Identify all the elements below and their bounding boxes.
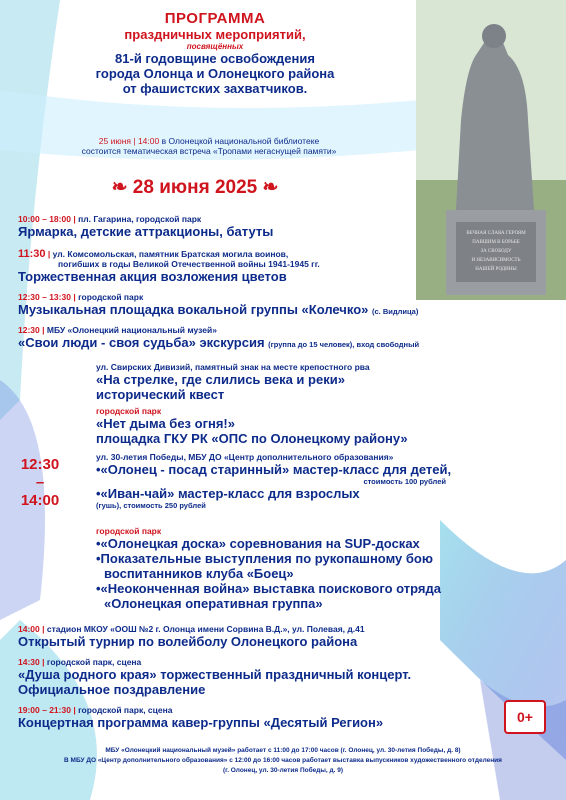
event-place: стадион МКОУ «ООШ №2 г. Олонца имени Сорвина В.Д.», ул. Полевая, д.41 (46, 624, 365, 634)
event-title-5: «Олонецкая оперативная группа» (104, 596, 323, 611)
block-time (18, 456, 62, 510)
footer-line-2: В МБУ ДО «Центр дополнительного образования» с 12:00 до 16:00 часов работает выставка выпускников художественного отделения (64, 757, 502, 764)
event-title-3: воспитанников клуба «Боец» (104, 566, 294, 581)
event-time: 12:30 (18, 325, 40, 335)
program-subtitle: праздничных мероприятий, (124, 27, 306, 42)
event-place: ул. Свирских Дивизий, памятный знак на месте крепостного рва (96, 362, 370, 372)
intro-time: 14:00 (137, 136, 160, 146)
block-event-3 (96, 452, 536, 510)
monument-text-2: ПАВШИМ В БОРЬБЕ (472, 240, 520, 245)
event-time: 12:30 – 13:30 (18, 292, 71, 302)
program-header (70, 10, 360, 96)
intro-note: 25 июня | 14:00 в Олонецкой национальной библиотеке состоится тематическая встреча «Тропами негаснущей памяти» (10, 136, 408, 156)
event-title: Музыкальная площадка вокальной группы «Колечко» (18, 302, 369, 317)
event-item: 10:00 – 18:00 | пл. Гагарина, городской парк Ярмарка, детские аттракционы, батуты (18, 214, 538, 239)
event-time: 14:30 (18, 657, 40, 667)
event-place: пл. Гагарина, городской парк (78, 214, 202, 224)
event-note: (группа до 15 человек), вход свободный (268, 340, 420, 349)
event-item: 14:30 | городской парк, сцена «Душа родного края» торжественный праздничный концерт. Официальное поздравление (18, 657, 538, 697)
event-item: 12:30 – 13:30 | городской парк Музыкальная площадка вокальной группы «Колечко» (с. Видлица) (18, 292, 419, 317)
event-note: (с. Видлица) (371, 307, 419, 316)
main-date (80, 176, 310, 199)
event-title: «Душа родного края» торжественный праздничный концерт. (18, 667, 412, 682)
monument-text-5: НАШЕЙ РОДИНЫ (475, 267, 517, 272)
monument-text-3: ЗА СВОБОДУ (480, 249, 512, 254)
event-place: городской парк (78, 292, 144, 302)
event-title-2: Официальное поздравление (18, 682, 206, 697)
event-time: 11:30 (18, 248, 46, 260)
event-title: •«Олонецкая доска» соревнования на SUP-досках (96, 536, 420, 551)
footer-line-3: (г. Олонец, ул. 30-летия Победы, д. 9) (222, 767, 344, 774)
event-item: 12:30 | МБУ «Олонецкий национальный музей» «Свои люди - своя судьба» экскурсия (группа до 15 человек), вход свободный (18, 325, 420, 350)
event-time: 10:00 – 18:00 (18, 214, 71, 224)
block-event-4 (96, 526, 536, 611)
block-event-1 (96, 362, 536, 402)
main-date-text: 28 июня 2025 (132, 177, 258, 198)
event-place: ул. Комсомольская, памятник Братская могила воинов, (52, 249, 289, 259)
monument-text-1: ВЕЧНАЯ СЛАВА ГЕРОЯМ (466, 231, 526, 236)
event-place-2: погибших в годы Великой Отечественной войны 1941-1945 гг. (58, 259, 320, 269)
event-title: Торжественная акция возложения цветов (18, 269, 287, 284)
block-event-2 (96, 406, 536, 446)
event-place: городской парк (96, 406, 162, 416)
intro-date: 25 июня (98, 136, 131, 146)
event-title-2: площадка ГКУ РК «ОПС по Олонецкому району» (96, 431, 408, 446)
program-title: ПРОГРАММА (164, 10, 266, 27)
event-place: МБУ «Олонецкий национальный музей» (46, 325, 217, 335)
event-title-2: •Показательные выступления по рукопашному бою (96, 551, 433, 566)
event-note: стоимость 100 рублей (363, 477, 446, 486)
event-item: 14:00 | стадион МКОУ «ООШ №2 г. Олонца имени Сорвина В.Д.», ул. Полевая, д.41 Открытый турнир по волейболу Олонецкого района (18, 624, 538, 649)
block-time-dash: – (35, 474, 45, 491)
event-item: 19:00 – 21:30 | городской парк, сцена Концертная программа кавер-группы «Десятый Регион» (18, 705, 538, 730)
event-title-4: •«Неоконченная война» выставка поискового отряда (96, 581, 441, 596)
intro-line1: в Олонецкой национальной библиотеке (161, 136, 320, 146)
event-place: ул. 30-летия Победы, МБУ ДО «Центр дополнительного образования» (96, 452, 394, 462)
footer-line-1: МБУ «Олонецкий национальный музей» работает с 11:00 до 17:00 часов (г. Олонец, ул. 30-летия Победы, д. 8) (105, 747, 461, 754)
program-line-4: 81-й годовщине освобождения (115, 51, 315, 66)
event-place: городской парк, сцена (46, 657, 142, 667)
program-line-6: от фашистских захватчиков. (122, 81, 308, 96)
ornament-right-icon: ❧ (257, 177, 279, 198)
event-title: Открытый турнир по волейболу Олонецкого района (18, 634, 358, 649)
event-title: Концертная программа кавер-группы «Десятый Регион» (18, 715, 384, 730)
program-line-5: города Олонца и Олонецкого района (95, 66, 335, 81)
event-place: городской парк, сцена (78, 705, 173, 715)
intro-line2: состоится тематическая встреча «Тропами негаснущей памяти» (81, 146, 337, 156)
event-title: «Нет дыма без огня!» (96, 416, 235, 431)
event-title: «На стрелке, где слились века и реки» (96, 372, 345, 387)
block-time-start: 12:30 (20, 456, 60, 473)
monument-text-4: И НЕЗАВИСИМОСТЬ (471, 258, 521, 263)
age-rating-badge: 0+ (504, 700, 546, 734)
event-note-2: (гушь), стоимость 250 рублей (96, 501, 206, 510)
event-time: 19:00 – 21:30 (18, 705, 71, 715)
event-title-2: •«Иван-чай» мастер-класс для взрослых (96, 486, 360, 501)
event-title-2: исторический квест (96, 387, 225, 402)
ornament-left-icon: ❧ (111, 177, 133, 198)
block-time-end: 14:00 (20, 492, 60, 509)
event-time: 14:00 (18, 624, 40, 634)
event-item: 11:30 | ул. Комсомольская, памятник Братская могила воинов, погибших в годы Великой Отечественной войны 1941-1945 гг. Торжественная акция возложения цветов (18, 249, 538, 284)
event-title: «Свои люди - своя судьба» экскурсия (18, 335, 265, 350)
event-place: городской парк (96, 526, 162, 536)
event-title: Ярмарка, детские аттракционы, батуты (18, 224, 274, 239)
footer-info (10, 746, 556, 776)
event-title: •«Олонец - посад старинный» мастер-класс для детей, (96, 462, 452, 477)
program-dedicated: посвящённых (186, 42, 244, 51)
